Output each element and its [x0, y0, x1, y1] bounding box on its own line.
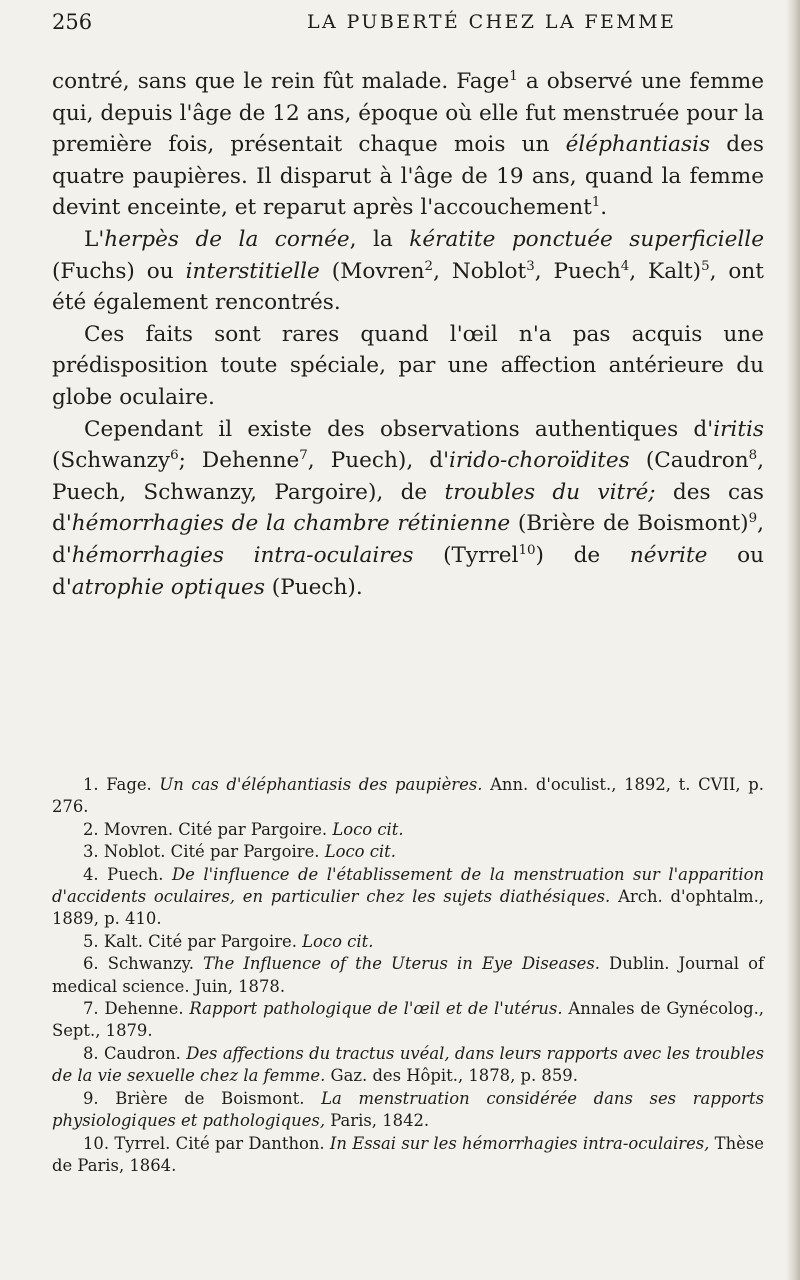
body-text [52, 66, 764, 603]
page-edge [786, 0, 800, 1280]
running-title: LA PUBERTÉ CHEZ LA FEMME [307, 11, 677, 33]
footnote: 8. Caudron. Des affections du tractus uvéal, dans leurs rapports avec les troubles de la vie sexuelle chez la femme. Gaz. des Hôpit., 1878, p. 859. [52, 1043, 764, 1086]
footnote: 9. Brière de Boismont. La menstruation considérée dans ses rapports physiologiques et pathologiques, Paris, 1842. [52, 1088, 765, 1131]
footnote: 4. Puech. De l'influence de l'établissement de la menstruation sur l'apparition d'accidents oculaires, en particulier chez les sujets diathésiques. Arch. d'ophtalm., 1889, p. 410. [52, 864, 764, 929]
footnote: 6. Schwanzy. The Influence of the Uterus in Eye Diseases. Dublin. Journal of medical science. Juin, 1878. [52, 954, 765, 996]
footnote: 1. Fage. Un cas d'éléphantiasis des paupières. Ann. d'oculist., 1892, t. CVII, p. 276. [52, 775, 764, 817]
page-number: 256 [52, 10, 93, 34]
footnote: 7. Dehenne. Rapport pathologique de l'œil et de l'utérus. Annales de Gynécolog., Sept., 1879. [52, 999, 765, 1041]
paragraph: Cependant il existe des observations authentiques d'iritis (Schwanzy$^6$; Dehenne$^7$, Puech), d'irido-choroïdites (Caudron$^8$, Puech, Schwanzy, Pargoire), de troubles du vitré; des cas d'hémorrhagies de la chambre rétinienne (Brière de Boismont)$^9$, d'hémorrhagies intra-oculaires (Tyrrel$^{10}$) de névrite ou d'atrophie optiques (Puech). [52, 416, 764, 600]
footnotes [52, 774, 764, 1177]
footnote: 10. Tyrrel. Cité par Danthon. In Essai sur les hémorrhagies intra-oculaires, Thèse de Paris, 1864. [52, 1133, 764, 1175]
paragraph: contré, sans que le rein fût malade. Fage$^1$ a observé une femme qui, depuis l'âge de 12 ans, époque où elle fut menstruée pour la première fois, présentait chaque mois un éléphantiasis des quatre paupières. Il disparut à l'âge de 19 ans, quand la femme devint enceinte, et reparut après l'accouchement$^1$. [52, 68, 764, 221]
footnote: 3. Noblot. Cité par Pargoire. Loco cit. [83, 842, 396, 862]
footnote: 2. Movren. Cité par Pargoire. Loco cit. [83, 819, 404, 839]
paragraph: L'herpès de la cornée, la kératite ponctuée superficielle (Fuchs) ou interstitielle (Movren$^2$, Noblot$^3$, Puech$^4$, Kalt)$^5$, ont été également rencontrés. [52, 226, 764, 316]
running-head [52, 10, 752, 40]
footnote: 5. Kalt. Cité par Pargoire. Loco cit. [83, 931, 374, 951]
paragraph: Ces faits sont rares quand l'œil n'a pas acquis une prédisposition toute spéciale, par une affection antérieure du globe oculaire. [52, 321, 764, 410]
